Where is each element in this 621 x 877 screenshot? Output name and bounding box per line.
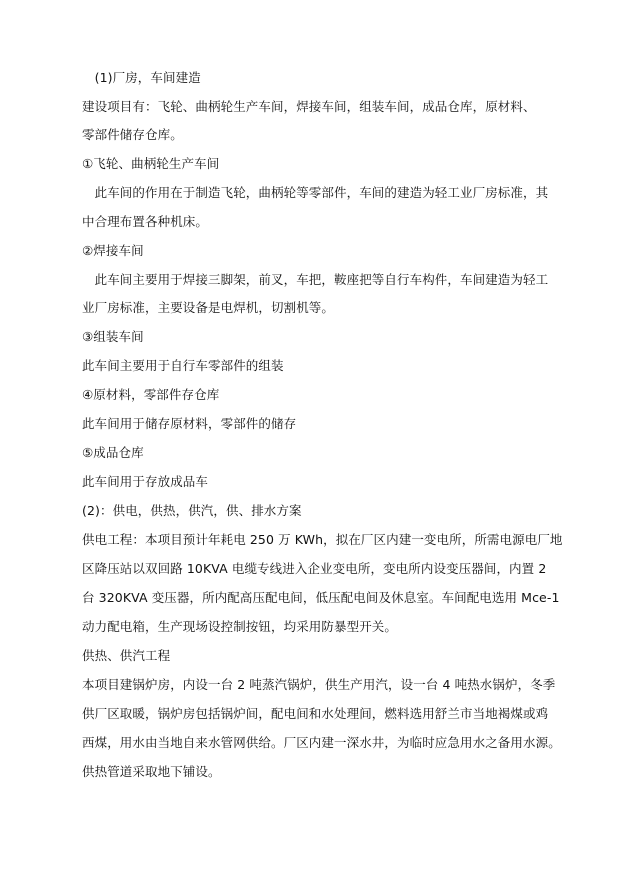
paragraph-line: 动力配电箱，生产现场设控制按钮，均采用防暴型开关。	[82, 619, 398, 634]
paragraph-line: 业厂房标准，主要设备是电焊机，切割机等。	[82, 300, 335, 315]
paragraph-line: 此车间的作用在于制造飞轮，曲柄轮等零部件，车间的建造为轻工业厂房标准，其	[82, 185, 549, 200]
paragraph-line: 供热管道采取地下铺设。	[82, 764, 221, 779]
subheading-2: ②焊接车间	[82, 243, 144, 258]
paragraph-line: 此车间主要用于自行车零部件的组装	[82, 358, 284, 373]
subheading-4: ④原材料，零部件存仓库	[82, 387, 220, 402]
section-heading-2: (2)：供电，供热，供汽，供、排水方案	[82, 503, 302, 518]
subheading-1: ①飞轮、曲柄轮生产车间	[82, 156, 220, 171]
subheading-5: ⑤成品仓库	[82, 445, 144, 460]
paragraph-line: 此车间用于存放成品车	[82, 474, 209, 489]
paragraph-line: 供厂区取暖，锅炉房包括锅炉间，配电间和水处理间，燃料选用舒兰市当地褐煤或鸡	[82, 706, 549, 721]
subheading-6: 供热、供汽工程	[82, 648, 171, 663]
paragraph-line: 此车间用于储存原材料，零部件的储存	[82, 416, 297, 431]
paragraph-line: 零部件储存仓库。	[82, 127, 183, 142]
section-heading-1: (1)厂房，车间建造	[82, 70, 201, 85]
paragraph-line: 中合理布置各种机床。	[82, 214, 209, 229]
paragraph-line: 台 320KVA 变压器，所内配高压配电间，低压配电间及休息室。车间配电选用 Mce-1	[82, 590, 560, 605]
paragraph-line: 建设项目有：飞轮、曲柄轮生产车间，焊接车间，组装车间，成品仓库，原材料、	[82, 99, 536, 114]
subheading-3: ③组装车间	[82, 329, 144, 344]
paragraph-line: 此车间主要用于焊接三脚架，前叉，车把，鞍座把等自行车构件，车间建造为轻工	[82, 272, 549, 287]
paragraph-line: 供电工程：本项目预计年耗电 250 万 KWh，拟在厂区内建一变电所，所需电源电厂地	[82, 532, 563, 547]
paragraph-line: 西煤，用水由当地自来水管网供给。厂区内建一深水井，为临时应急用水之备用水源。	[82, 735, 561, 750]
paragraph-line: 区降压站以双回路 10KVA 电缆专线进入企业变电所，变电所内设变压器间，内置 2	[82, 561, 547, 576]
paragraph-line: 本项目建锅炉房，内设一台 2 吨蒸汽锅炉，供生产用汽，设一台 4 吨热水锅炉，冬季	[82, 677, 556, 692]
